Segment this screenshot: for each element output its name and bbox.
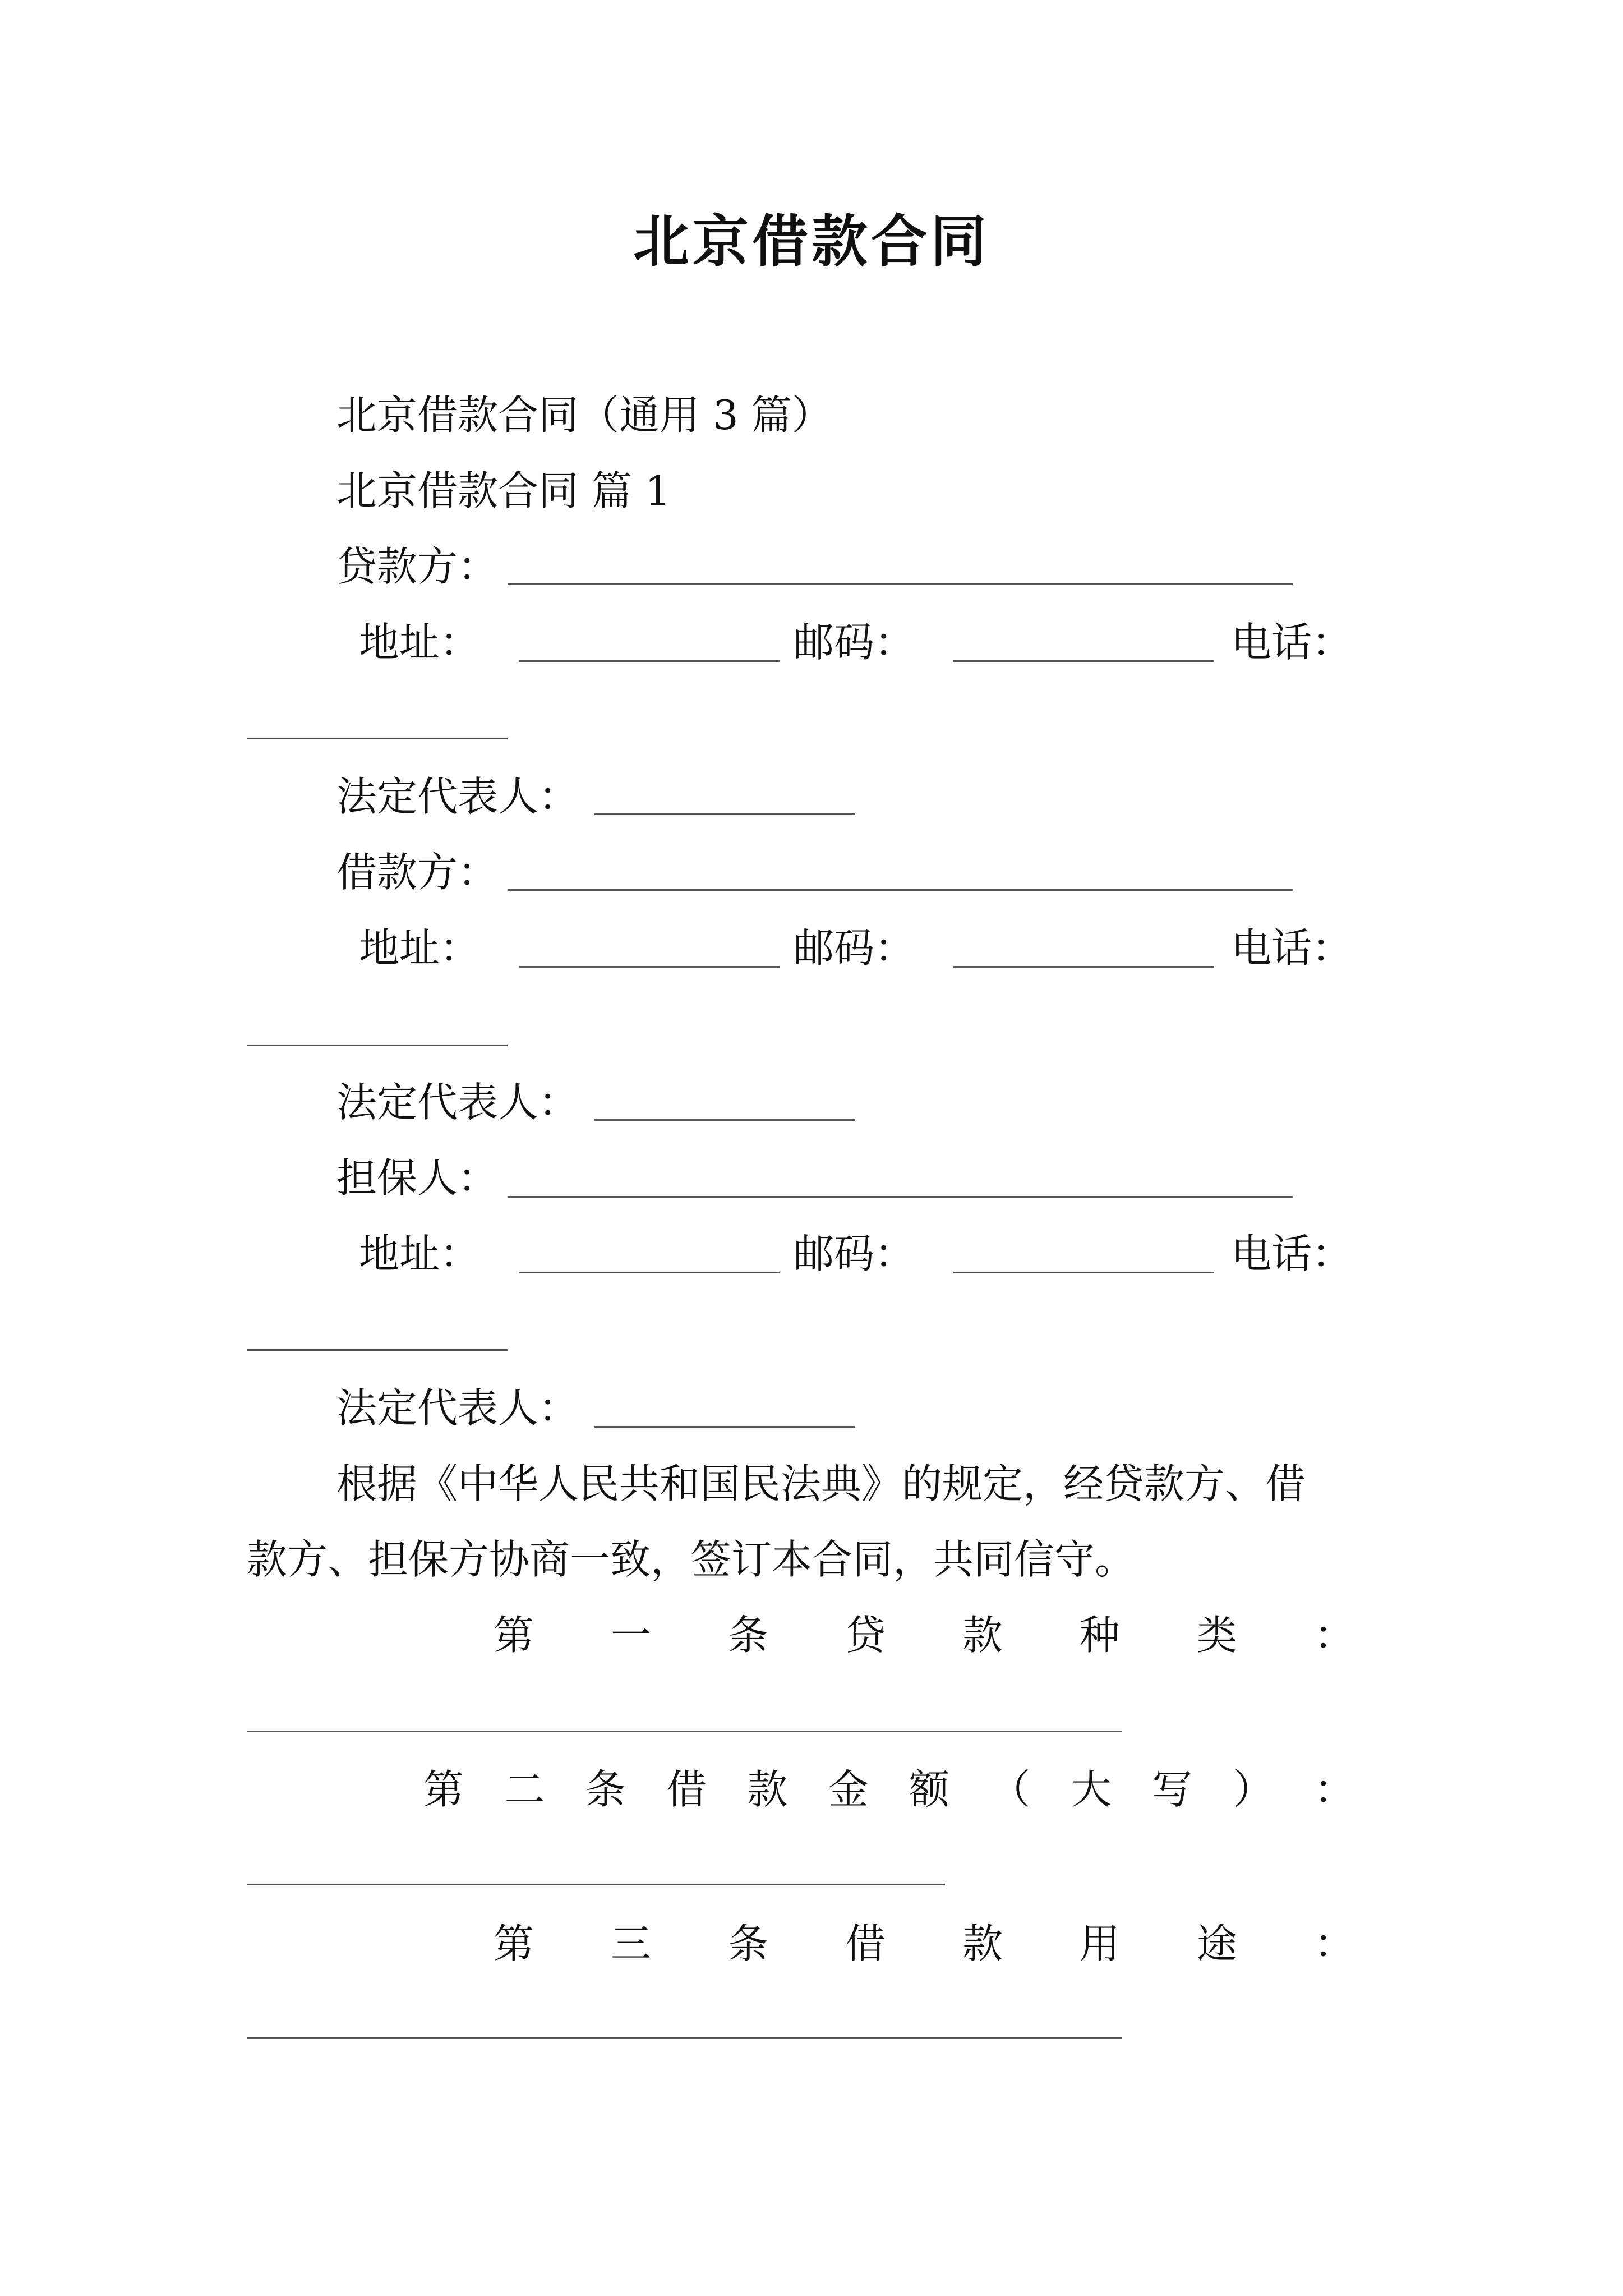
lender-rep-label: 法定代表人： <box>336 773 579 820</box>
guarantor-postcode-blank[interactable] <box>953 1272 1214 1273</box>
article-3-blank[interactable] <box>247 2037 1122 2039</box>
guarantor-address-blank[interactable] <box>519 1272 780 1273</box>
lender-rep-blank[interactable] <box>594 813 855 815</box>
borrower-rep-blank[interactable] <box>594 1119 855 1121</box>
borrower-rep-label: 法定代表人： <box>336 1079 579 1126</box>
lender-phone-label: 电 话 ： <box>1231 619 1353 666</box>
document-subtitle: 北京借款合同（通用 3 篇） <box>336 392 832 439</box>
article-3-label: 第 三 条 借 款 用 途 ： <box>494 1920 1354 1967</box>
article-2-label: 第 二 条 借 款 金 额 （ 大 写 ） ： <box>423 1766 1354 1813</box>
guarantor-phone-label: 电 话 ： <box>1231 1230 1353 1277</box>
lender-postcode-blank[interactable] <box>953 660 1214 662</box>
borrower-address-blank[interactable] <box>519 966 780 968</box>
lender-address-label: 地 址 ： <box>359 619 481 666</box>
borrower-name-blank[interactable] <box>508 889 1293 891</box>
document-title: 北京借款合同 <box>633 208 990 274</box>
preamble-line-2: 款方、担保方协商一致，签订本合同，共同信守。 <box>247 1536 1136 1583</box>
lender-name-blank[interactable] <box>508 583 1293 585</box>
borrower-phone-blank[interactable] <box>247 1045 508 1046</box>
guarantor-address-label: 地 址 ： <box>359 1230 481 1277</box>
borrower-postcode-blank[interactable] <box>953 966 1214 968</box>
lender-address-blank[interactable] <box>519 660 780 662</box>
lender-postcode-label: 邮 码 ： <box>794 619 915 666</box>
preamble-line-1: 根据《中华人民共和国民法典》的规定，经贷款方、借 <box>336 1460 1306 1507</box>
lender-phone-blank[interactable] <box>247 738 508 739</box>
guarantor-label: 担保人： <box>336 1154 499 1202</box>
borrower-label: 借款方： <box>336 849 499 896</box>
borrower-postcode-label: 邮 码 ： <box>794 924 915 972</box>
lender-label: 贷款方： <box>336 543 499 590</box>
section-heading: 北京借款合同 篇 1 <box>336 467 671 514</box>
guarantor-name-blank[interactable] <box>508 1196 1293 1198</box>
guarantor-rep-label: 法定代表人： <box>336 1384 579 1432</box>
article-1-blank[interactable] <box>247 1731 1122 1732</box>
article-2-blank[interactable] <box>247 1884 945 1885</box>
borrower-address-label: 地 址 ： <box>359 924 481 972</box>
article-1-label: 第 一 条 贷 款 种 类 ： <box>494 1612 1354 1659</box>
guarantor-phone-blank[interactable] <box>247 1349 508 1351</box>
borrower-phone-label: 电 话 ： <box>1231 924 1353 972</box>
guarantor-postcode-label: 邮 码 ： <box>794 1230 915 1277</box>
guarantor-rep-blank[interactable] <box>594 1426 855 1428</box>
